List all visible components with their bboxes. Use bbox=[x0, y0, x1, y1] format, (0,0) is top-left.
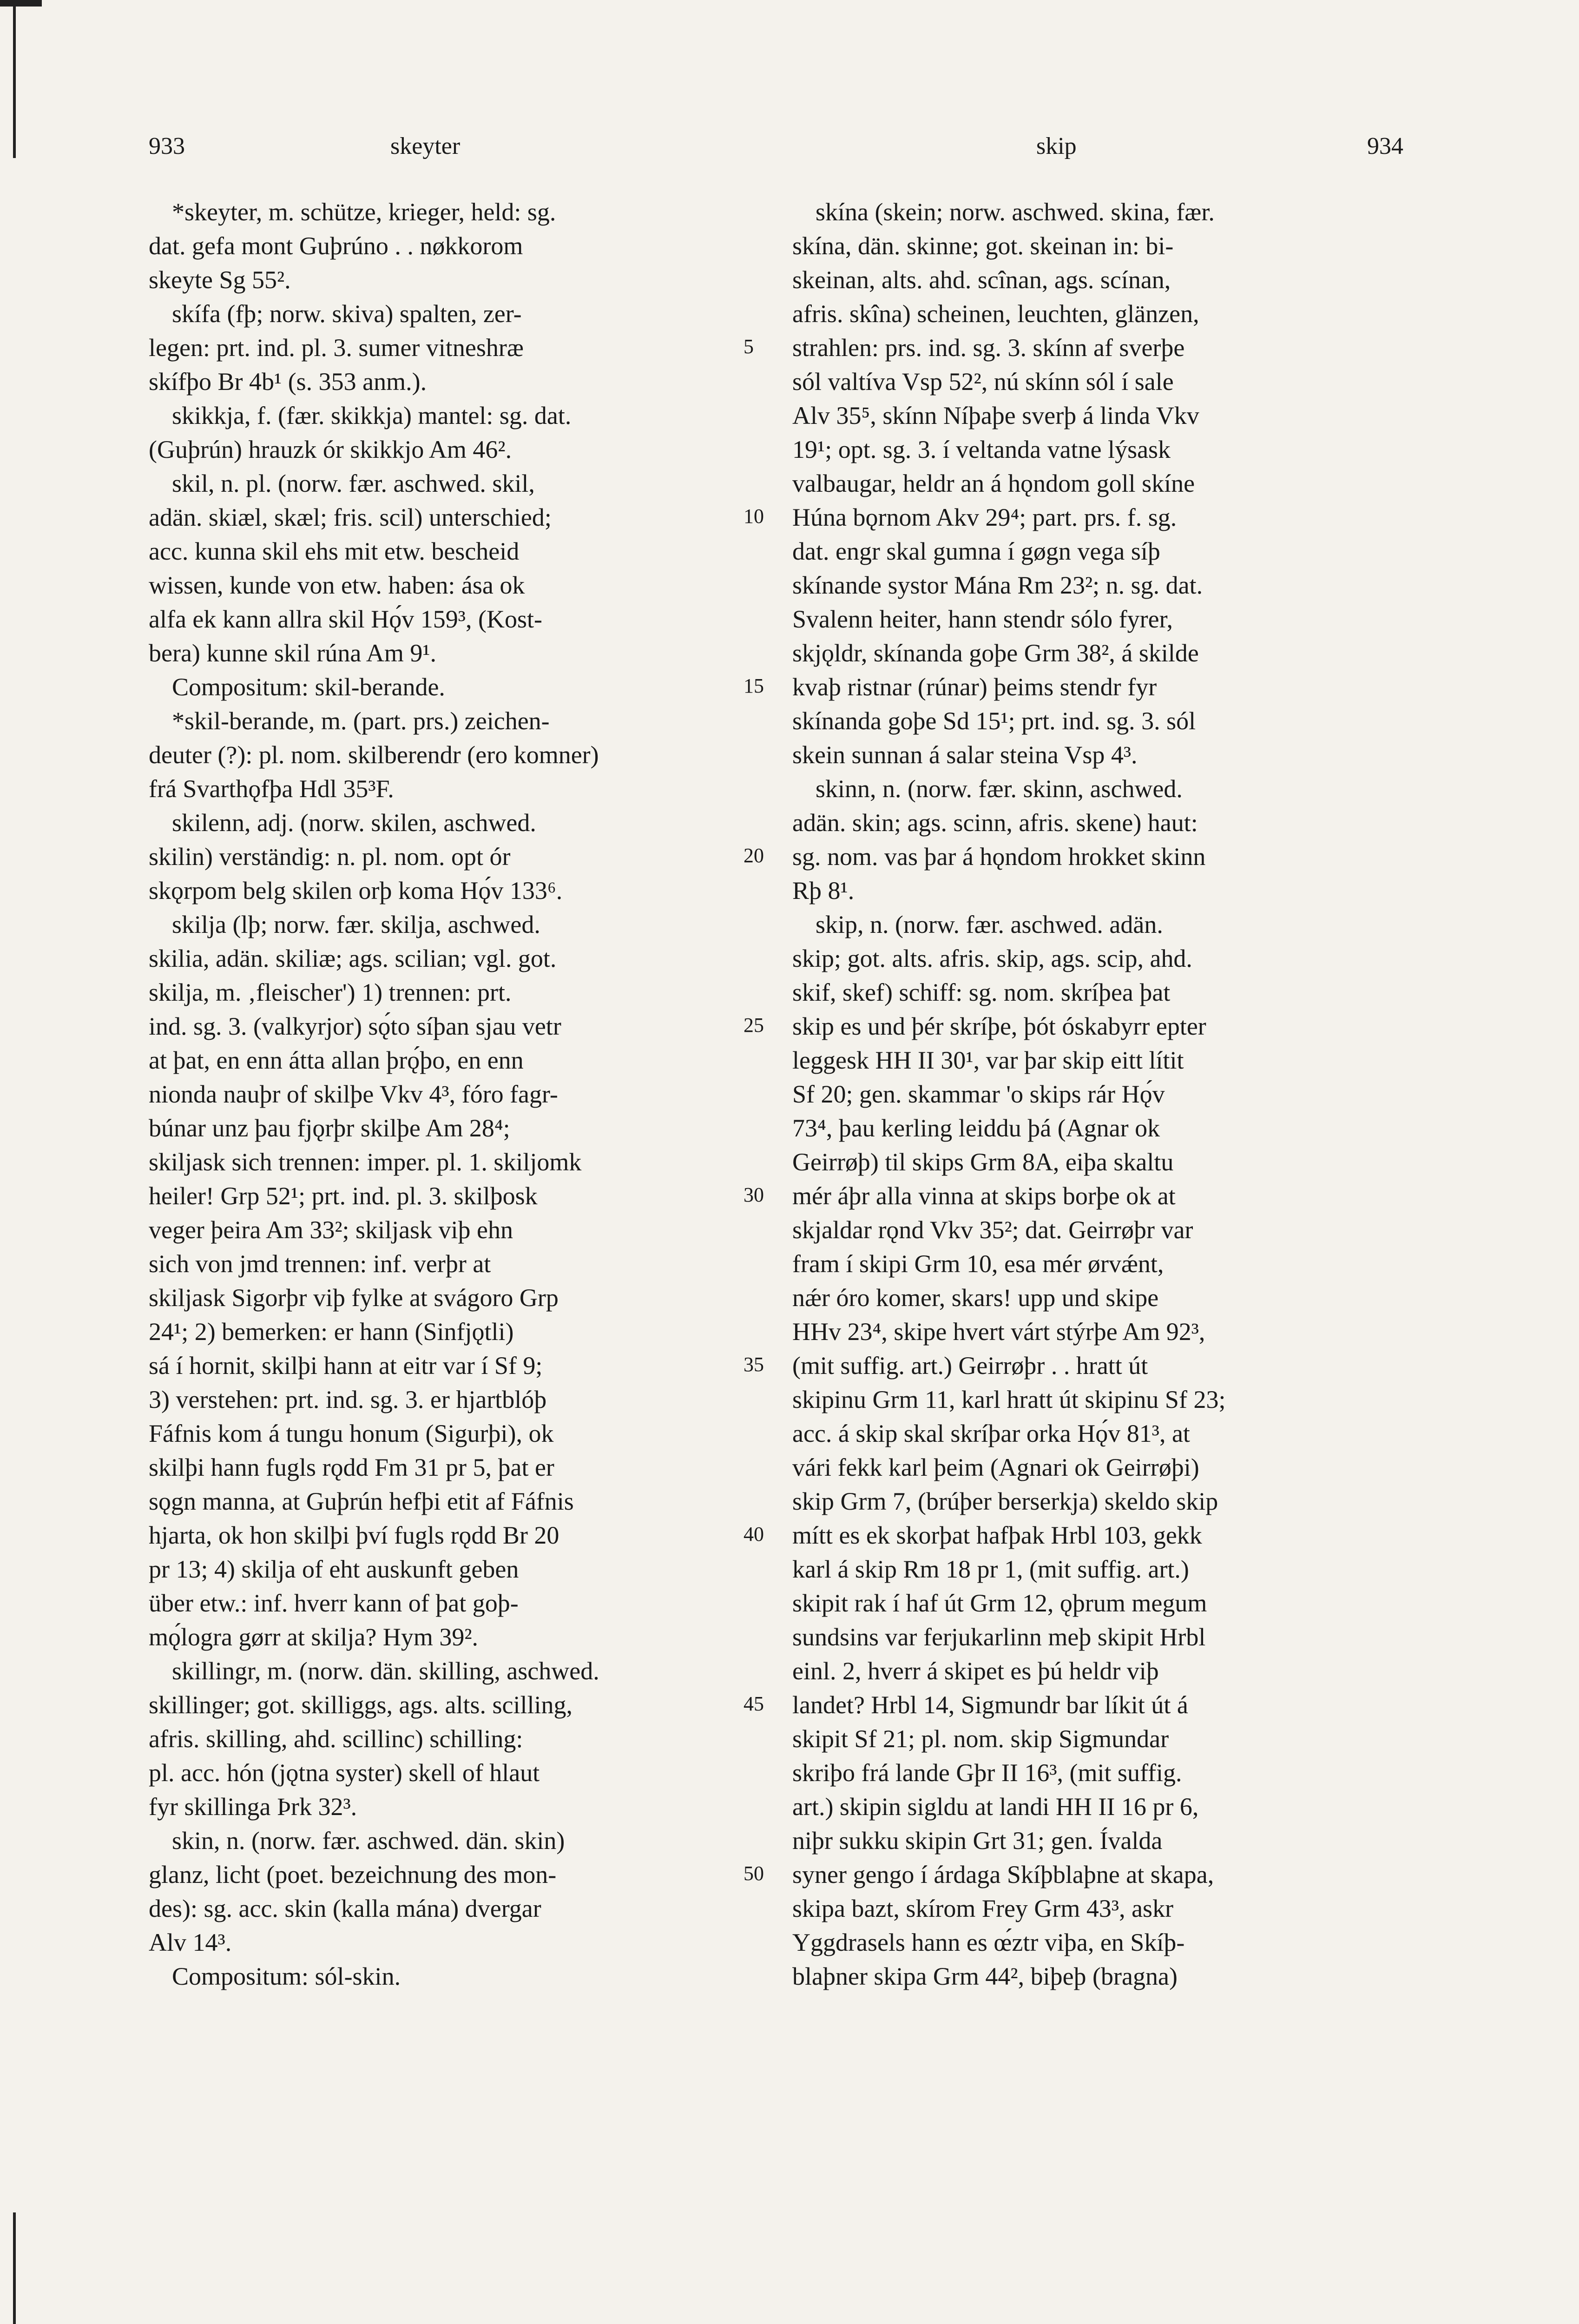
text-line: nǽr óro komer, skars! upp und skipe bbox=[792, 1284, 1159, 1312]
text-line: skipit rak í haf út Grm 12, ǫþrum megum bbox=[792, 1589, 1207, 1617]
text-line: mér áþr alla vinna at skips borþe ok at bbox=[792, 1182, 1176, 1210]
text-line: Compositum: skil-berande. bbox=[172, 673, 445, 701]
text-line: glanz, licht (poet. bezeichnung des mon- bbox=[149, 1861, 557, 1888]
text-line: Sf 20; gen. skammar 'o skips rár Hǫ́v bbox=[792, 1080, 1165, 1108]
line-number: 25 bbox=[743, 1014, 764, 1037]
text-line: skilja (lþ; norw. fær. skilja, aschwed. bbox=[172, 911, 540, 938]
text-line: niþr sukku skipin Grt 31; gen. Ívalda bbox=[792, 1827, 1163, 1855]
text-line: skiljask sich trennen: imper. pl. 1. skiljomk bbox=[149, 1148, 582, 1176]
text-line: afris. skilling, ahd. scillinc) schilling: bbox=[149, 1725, 523, 1753]
scan-edge-mark bbox=[13, 0, 16, 158]
line-number: 20 bbox=[743, 844, 764, 867]
text-line: mítt es ek skorþat hafþak Hrbl 103, gekk bbox=[792, 1521, 1202, 1549]
text-line: at þat, en enn átta allan þrǫ́þo, en enn bbox=[149, 1046, 524, 1074]
text-line: Fáfnis kom á tungu honum (Sigurþi), ok bbox=[149, 1419, 554, 1447]
text-line: kvaþ ristnar (rúnar) þeims stendr fyr bbox=[792, 673, 1157, 701]
text-line: legen: prt. ind. pl. 3. sumer vitneshræ bbox=[149, 334, 524, 362]
text-line: skífa (fþ; norw. skiva) spalten, zer- bbox=[172, 300, 522, 328]
text-line: skil, n. pl. (norw. fær. aschwed. skil, bbox=[172, 469, 535, 497]
text-line: búnar unz þau fjǫrþr skilþe Am 28⁴; bbox=[149, 1114, 510, 1142]
text-line: wissen, kunde von etw. haben: ása ok bbox=[149, 571, 525, 599]
text-line: pl. acc. hón (jǫtna syster) skell of hlaut bbox=[149, 1759, 540, 1787]
line-number: 40 bbox=[743, 1523, 764, 1545]
text-line: skjaldar rǫnd Vkv 35²; dat. Geirrøþr var bbox=[792, 1216, 1193, 1244]
text-line: skipinu Grm 11, karl hratt út skipinu Sf 23; bbox=[792, 1386, 1226, 1413]
text-line: sǫgn manna, at Guþrún hefþi etit af Fáfnis bbox=[149, 1487, 574, 1515]
text-line: Húna bǫrnom Akv 29⁴; part. prs. f. sg. bbox=[792, 503, 1177, 531]
text-line: pr 13; 4) skilja of eht auskunft geben bbox=[149, 1555, 519, 1583]
text-line: skip; got. alts. afris. skip, ags. scip, ahd. bbox=[792, 944, 1192, 972]
right-column bbox=[792, 195, 1406, 1994]
text-line: skilenn, adj. (norw. skilen, aschwed. bbox=[172, 809, 536, 837]
text-line: skeinan, alts. ahd. scînan, ags. scínan, bbox=[792, 266, 1171, 294]
text-line: acc. á skip skal skríþar orka Hǫ́v 81³, at bbox=[792, 1419, 1190, 1447]
text-line: vári fekk karl þeim (Agnari ok Geirrøþi) bbox=[792, 1453, 1199, 1481]
text-line: hjarta, ok hon skilþi því fugls rǫdd Br 20 bbox=[149, 1521, 559, 1549]
text-line: skikkja, f. (fær. skikkja) mantel: sg. dat. bbox=[172, 402, 572, 429]
line-number: 45 bbox=[743, 1692, 764, 1715]
left-column bbox=[149, 195, 734, 1994]
scan-edge-mark-top bbox=[0, 0, 42, 7]
text-line: dat. engr skal gumna í gøgn vega síþ bbox=[792, 537, 1160, 565]
text-line: skipa bazt, skírom Frey Grm 43³, askr bbox=[792, 1895, 1174, 1922]
text-line: skínande systor Mána Rm 23²; n. sg. dat. bbox=[792, 571, 1203, 599]
text-line: skin, n. (norw. fær. aschwed. dän. skin) bbox=[172, 1827, 565, 1855]
text-line: landet? Hrbl 14, Sigmundr bar líkit út á bbox=[792, 1691, 1188, 1719]
right-catchword: skip bbox=[1036, 133, 1077, 159]
text-line: Geirrøþ) til skips Grm 8A, eiþa skaltu bbox=[792, 1148, 1174, 1176]
text-line: skína (skein; norw. aschwed. skina, fær. bbox=[816, 198, 1215, 226]
text-line: mǫ́logra gørr at skilja? Hym 39². bbox=[149, 1623, 479, 1651]
right-page-number: 934 bbox=[1367, 133, 1403, 159]
text-line: skillingr, m. (norw. dän. skilling, aschwed. bbox=[172, 1657, 599, 1685]
text-line: Rþ 8¹. bbox=[792, 877, 855, 905]
line-number: 35 bbox=[743, 1353, 764, 1376]
text-line: skip es und þér skríþe, þót óskabyrr epter bbox=[792, 1012, 1206, 1040]
text-line: 3) verstehen: prt. ind. sg. 3. er hjartblóþ bbox=[149, 1386, 547, 1413]
text-line: art.) skipin sigldu at landi HH II 16 pr 6, bbox=[792, 1793, 1199, 1821]
text-line: skilja, m. ‚fleischer') 1) trennen: prt. bbox=[149, 978, 512, 1006]
text-line: skip Grm 7, (brúþer berserkja) skeldo skip bbox=[792, 1487, 1218, 1515]
text-line: leggesk HH II 30¹, var þar skip eitt lítit bbox=[792, 1046, 1184, 1074]
text-line: bera) kunne skil rúna Am 9¹. bbox=[149, 639, 437, 667]
page-header bbox=[149, 132, 1403, 170]
text-line: *skil-berande, m. (part. prs.) zeichen- bbox=[172, 707, 550, 735]
text-line: deuter (?): pl. nom. skilberendr (ero komner) bbox=[149, 741, 599, 769]
text-line: strahlen: prs. ind. sg. 3. skínn af sverþe bbox=[792, 334, 1185, 362]
text-line: adän. skiæl, skæl; fris. scil) unterschied; bbox=[149, 503, 552, 531]
text-line: fram í skipi Grm 10, esa mér ørvǽnt, bbox=[792, 1250, 1164, 1278]
text-line: skjǫldr, skínanda goþe Grm 38², á skilde bbox=[792, 639, 1199, 667]
text-line: veger þeira Am 33²; skiljask viþ ehn bbox=[149, 1216, 513, 1244]
text-line: sich von jmd trennen: inf. verþr at bbox=[149, 1250, 491, 1278]
text-line: nionda nauþr of skilþe Vkv 4³, fóro fagr- bbox=[149, 1080, 558, 1108]
text-line: Compositum: sól-skin. bbox=[172, 1962, 401, 1990]
text-line: skif, skef) schiff: sg. nom. skríþea þat bbox=[792, 978, 1171, 1006]
text-line: Yggdrasels hann es œ́ztr viþa, en Skíþ- bbox=[792, 1928, 1185, 1956]
text-line: *skeyter, m. schütze, krieger, held: sg. bbox=[172, 198, 556, 226]
text-line: fyr skillinga Þrk 32³. bbox=[149, 1793, 357, 1821]
text-line: 73⁴, þau kerling leiddu þá (Agnar ok bbox=[792, 1114, 1160, 1142]
text-line: Alv 14³. bbox=[149, 1928, 232, 1956]
text-line: frá Svarthǫfþa Hdl 35³F. bbox=[149, 775, 394, 803]
text-line: sá í hornit, skilþi hann at eitr var í Sf 9; bbox=[149, 1352, 543, 1380]
text-line: skiljask Sigorþr viþ fylke at svágoro Grp bbox=[149, 1284, 559, 1312]
text-line: (mit suffig. art.) Geirrøþr . . hratt út bbox=[792, 1352, 1148, 1380]
text-line: skínanda goþe Sd 15¹; prt. ind. sg. 3. sól bbox=[792, 707, 1196, 735]
text-line: skeyte Sg 55². bbox=[149, 266, 291, 294]
text-line: skillinger; got. skilliggs, ags. alts. scilling, bbox=[149, 1691, 572, 1719]
text-line: skinn, n. (norw. fær. skinn, aschwed. bbox=[816, 775, 1183, 803]
text-line: HHv 23⁴, skipe hvert várt stýrþe Am 92³, bbox=[792, 1318, 1205, 1346]
text-line: Svalenn heiter, hann stendr sólo fyrer, bbox=[792, 605, 1173, 633]
text-line: skip, n. (norw. fær. aschwed. adän. bbox=[816, 911, 1163, 938]
text-line: 24¹; 2) bemerken: er hann (Sinfjǫtli) bbox=[149, 1318, 514, 1346]
text-line: skipit Sf 21; pl. nom. skip Sigmundar bbox=[792, 1725, 1169, 1753]
text-line: skriþo frá lande Gþr II 16³, (mit suffig. bbox=[792, 1759, 1182, 1787]
line-number: 50 bbox=[743, 1862, 764, 1885]
text-line: heiler! Grp 52¹; prt. ind. pl. 3. skilþosk bbox=[149, 1182, 538, 1210]
left-page-number: 933 bbox=[149, 133, 185, 159]
text-line: 19¹; opt. sg. 3. í veltanda vatne lýsask bbox=[792, 436, 1171, 463]
text-line: (Guþrún) hrauzk ór skikkjo Am 46². bbox=[149, 436, 512, 463]
text-line: alfa ek kann allra skil Hǫ́v 159³, (Kost- bbox=[149, 605, 542, 633]
text-line: einl. 2, hverr á skipet es þú heldr viþ bbox=[792, 1657, 1159, 1685]
line-number: 30 bbox=[743, 1183, 764, 1206]
line-number: 15 bbox=[743, 674, 764, 697]
text-line: skǫrpom belg skilen orþ koma Hǫ́v 133⁶. bbox=[149, 877, 563, 905]
text-line: über etw.: inf. hverr kann of þat goþ- bbox=[149, 1589, 519, 1617]
scan-edge-mark-bottom bbox=[13, 2212, 16, 2324]
text-line: skein sunnan á salar steina Vsp 4³. bbox=[792, 741, 1138, 769]
line-number: 5 bbox=[743, 335, 754, 358]
left-catchword: skeyter bbox=[390, 133, 461, 159]
text-line: adän. skin; ags. scinn, afris. skene) haut: bbox=[792, 809, 1198, 837]
text-line: des): sg. acc. skin (kalla mána) dvergar bbox=[149, 1895, 541, 1922]
text-line: skífþo Br 4b¹ (s. 353 anm.). bbox=[149, 368, 427, 396]
text-line: valbaugar, heldr an á hǫndom goll skíne bbox=[792, 469, 1195, 497]
text-line: sg. nom. vas þar á hǫndom hrokket skinn bbox=[792, 843, 1206, 871]
text-line: afris. skîna) scheinen, leuchten, glänzen, bbox=[792, 300, 1199, 328]
line-number: 10 bbox=[743, 505, 764, 528]
text-line: ind. sg. 3. (valkyrjor) sǫ́to síþan sjau vetr bbox=[149, 1012, 561, 1040]
text-line: skína, dän. skinne; got. skeinan in: bi- bbox=[792, 232, 1174, 260]
text-line: syner gengo í árdaga Skíþblaþne at skapa, bbox=[792, 1861, 1214, 1888]
text-line: acc. kunna skil ehs mit etw. bescheid bbox=[149, 537, 520, 565]
text-line: skilia, adän. skiliæ; ags. scilian; vgl. got. bbox=[149, 944, 557, 972]
text-line: sól valtíva Vsp 52², nú skínn sól í sale bbox=[792, 368, 1174, 396]
text-line: blaþner skipa Grm 44², biþeþ (bragna) bbox=[792, 1962, 1178, 1990]
text-line: dat. gefa mont Guþrúno . . nøkkorom bbox=[149, 232, 523, 260]
text-line: karl á skip Rm 18 pr 1, (mit suffig. art.) bbox=[792, 1555, 1189, 1583]
text-line: Alv 35⁵, skínn Níþaþe sverþ á linda Vkv bbox=[792, 402, 1199, 429]
text-line: skilin) verständig: n. pl. nom. opt ór bbox=[149, 843, 511, 871]
text-line: skilþi hann fugls rǫdd Fm 31 pr 5, þat er bbox=[149, 1453, 554, 1481]
text-line: sundsins var ferjukarlinn meþ skipit Hrbl bbox=[792, 1623, 1206, 1651]
